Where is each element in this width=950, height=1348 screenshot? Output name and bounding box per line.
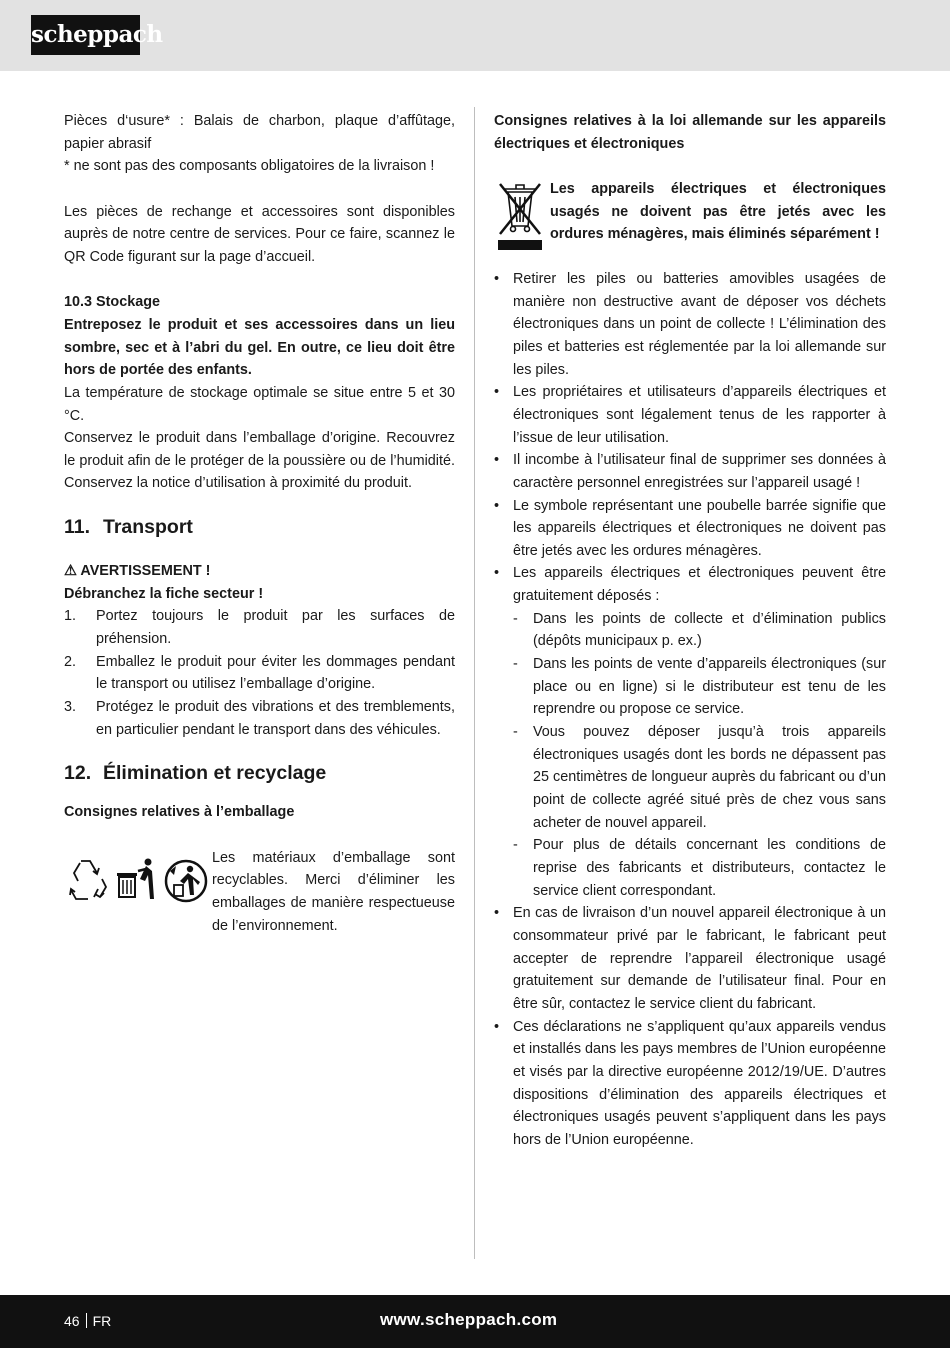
- wear-parts-note: * ne sont pas des composants obligatoires de la livraison !: [64, 158, 435, 175]
- storage-instructions: Entreposez le produit et ses accessoires dans un lieu sombre, sec et à l’abri du gel. En outre, ce lieu doit être hors de portée des enfants.: [64, 316, 455, 379]
- left-column: [64, 110, 455, 937]
- warning-icon: ⚠: [64, 563, 77, 580]
- transport-warning: ⚠ AVERTISSEMENT !: [64, 563, 211, 580]
- disposal-list: [494, 268, 886, 1152]
- recycling-icons: [66, 857, 212, 903]
- german-law-heading: Consignes relatives à la loi allemande sur les appareils électriques et électroniques: [494, 113, 886, 152]
- recycle-icon: [70, 861, 106, 899]
- storage-packaging: Conservez le produit dans l’emballage d’origine. Recouvrez le produit afin de le protéger de la poussière ou de l’humidité. Conservez la notice d’utilisation à proximité du produit.: [64, 430, 455, 492]
- list-item: 1. Portez toujours le produit par les surfaces de préhension.: [64, 608, 455, 648]
- unplug-warning: Débranchez la fiche secteur !: [64, 585, 264, 602]
- list-item: • Les appareils électriques et électroniques peuvent être gratuitement déposés : - Dans les points de collecte et d’élimination publics (dépôts municipaux p. ex.) - Dans les points de vente d’appareils électroniques (sur place ou en ligne) si le distributeur est tenu de les reprendre ou propose ce service. - Vous pouvez déposer jusqu’à trois appareils électroniques usagés dont les bords ne dépassent pas 25 centimètres de longueur auprès du fabricant ou d’un point de collecte agréé situé près de chez vous sans acheter de nouvel appareil. - Pour plus de détails concernant les conditions de reprise des fabricants et distributeurs, contactez le service client correspondant.: [494, 562, 886, 902]
- tidyman-icon: [166, 861, 206, 901]
- packaging-block: [64, 847, 455, 938]
- transport-heading: 11. Transport: [64, 516, 193, 539]
- column-divider: [474, 107, 475, 1259]
- list-item: • En cas de livraison d’un nouvel appareil électronique à un consommateur privé par le fabricant, le fabricant peut accepter de reprendre l’appareil électronique usagé gratuitement sur demande de l’utilisateur final. Pour en être sûr, contactez le service client du fabricant.: [494, 905, 886, 1012]
- sub-list-item: - Pour plus de détails concernant les conditions de reprise des fabricants et distributeurs, contactez le service client correspondant.: [513, 837, 886, 899]
- packaging-heading: Consignes relatives à l’emballage: [64, 804, 295, 821]
- disposal-heading: 12. Élimination et recyclage: [64, 762, 327, 785]
- list-item: • Retirer les piles ou batteries amovibles usagées de manière non destructive avant de déposer vos déchets électroniques dans un point de collecte ! L’élimination des piles et batteries est réglementée par la loi allemande sur les piles.: [494, 270, 886, 378]
- packaging-text: Les matériaux d’emballage sont recyclables. Merci d’éliminer les emballages de manière respectueuse de l’environnement.: [212, 849, 455, 934]
- scheppach-logo: scheppach: [31, 15, 140, 55]
- list-item: 3. Protégez le produit des vibrations et des tremblements, en particulier pendant le transport dans des véhicules.: [64, 699, 455, 738]
- sub-list-item: - Dans les points de vente d’appareils électroniques (sur place ou en ligne) si le distributeur est tenu de les reprendre ou propose ce service.: [513, 656, 886, 718]
- storage-heading: 10.3 Stockage: [64, 294, 160, 311]
- list-item: • Les propriétaires et utilisateurs d’appareils électriques et électroniques sont légalement tenus de les rapporter à l’issue de leur utilisation.: [494, 384, 886, 446]
- right-column: [494, 110, 886, 1152]
- list-item: • Ces déclarations ne s’appliquent qu’aux appareils vendus et installés dans les pays membres de l’Union européenne et visés par la directive européenne 2012/19/UE. D’autres dispositions d’élimination des appareils électriques et électroniques usagés peuvent s’appliquent dans les pays hors de l’Union européenne.: [494, 1018, 886, 1148]
- sub-list-item: - Vous pouvez déposer jusqu’à trois appareils électroniques usagés dont les bords ne dépassent pas 25 centimètres de longueur auprès du fabricant ou d’un point de collecte agréé situé près de chez vous sans acheter de nouvel appareil.: [513, 724, 886, 831]
- language-code: FR: [92, 1313, 112, 1329]
- spare-parts-text: Les pièces de rechange et accessoires sont disponibles auprès de notre centre de services. Pour ce faire, scannez le QR Code figurant sur la page d’accueil.: [64, 203, 455, 265]
- website-link[interactable]: www.scheppach.com: [380, 1310, 558, 1329]
- list-item: • Le symbole représentant une poubelle barrée signifie que les appareils électriques et électroniques ne doivent pas être jetés avec les ordures ménagères.: [494, 497, 886, 559]
- page-number: 46 FR: [64, 1313, 112, 1329]
- storage-temperature: La température de stockage optimale se situe entre 5 et 30 °C.: [64, 384, 455, 424]
- wear-parts-text: Pièces d‘usure* : Balais de charbon, plaque d’affûtage, papier abrasif: [64, 113, 455, 152]
- collection-points-list: [513, 608, 886, 903]
- trash-bin-icon: [117, 858, 154, 899]
- weee-block: [494, 178, 886, 268]
- page-footer: [0, 1295, 950, 1348]
- sub-list-item: - Dans les points de collecte et d’élimination publics (dépôts municipaux p. ex.): [513, 610, 886, 650]
- list-item: 2. Emballez le produit pour éviter les dommages pendant le transport ou utilisez l’emballage d’origine.: [64, 653, 455, 693]
- crossed-bin-icon: [494, 178, 546, 260]
- page-header: [0, 0, 950, 71]
- list-item: • Il incombe à l’utilisateur final de supprimer ses données à caractère personnel enregistrées sur l’appareil usagé !: [494, 452, 886, 491]
- transport-steps: [64, 605, 455, 741]
- weee-warning-text: Les appareils électriques et électroniques usagés ne doivent pas être jetés avec les ordures ménagères, mais éliminés séparément !: [550, 180, 886, 243]
